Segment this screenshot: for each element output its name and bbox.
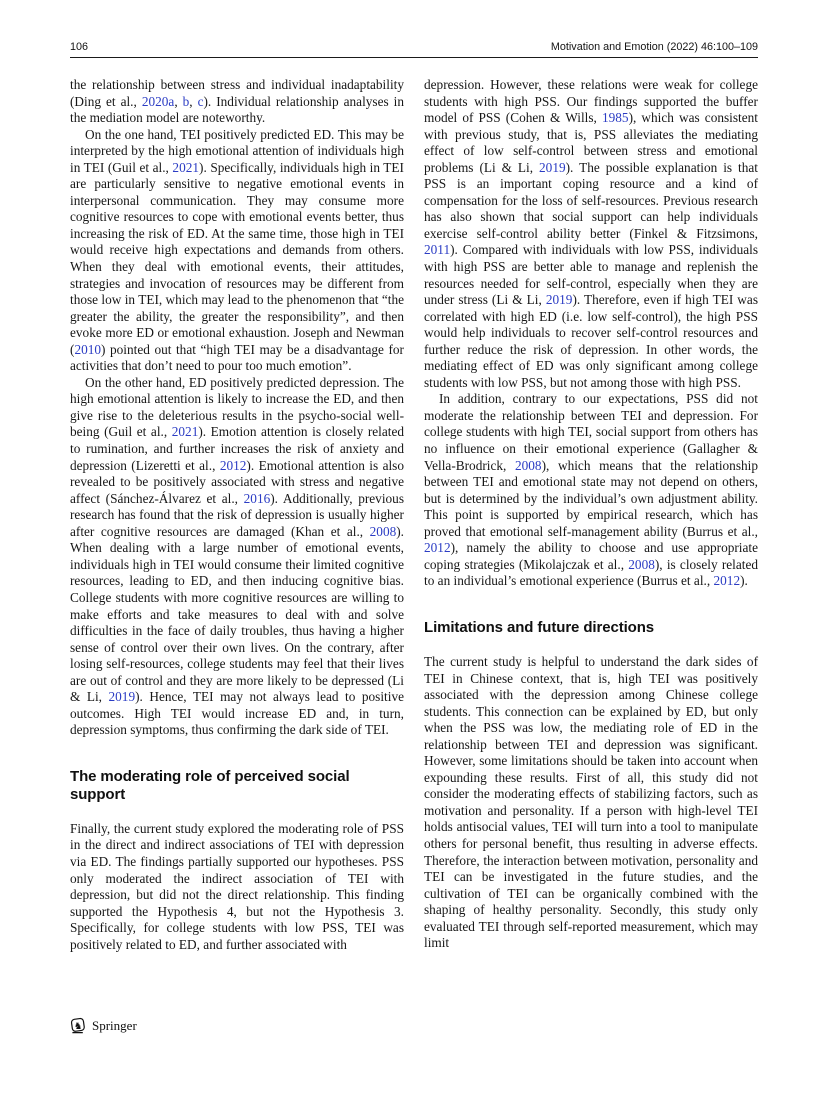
citation-link[interactable]: 2012 xyxy=(424,540,451,556)
left-column xyxy=(70,77,404,953)
paragraph: On the one hand, TEI positively predicted ED. This may be interpreted by the high emotional attention of individuals high in TEI (Guil et al., 2021). Specifically, individuals high in TEI are particularly sensitive to negative emotional events in interpersonal communication. They may consume more cognitive resources to cope with emotional events better, thus increasing the risk of ED. At the same time, those high in TEI would receive high expectations and demands from others. When they deal with emotional events, their attitudes, strategies and invocation of resources may be different from those low in TEI, which may lead to the phenomenon that “the greater the ability, the greater the responsibility”, and then evoke more ED or emotional exhaustion. Joseph and Newman (2010) pointed out that “high TEI may be a disadvantage for activities that don’t need to pour too much emotion”. xyxy=(70,126,404,374)
citation-link[interactable]: 2020a xyxy=(141,93,175,109)
page-footer xyxy=(70,1017,137,1034)
svg-text:♞: ♞ xyxy=(73,1020,83,1032)
paragraph: Finally, the current study explored the moderating role of PSS in the direct and indirect associations of TEI with depression via ED. The findings partially supported our hypotheses. PSS only moderated the indirect association of TEI with depression, but did not the direct relationship. This finding supported the Hypothesis 4, but not the Hypothesis 3. Specifically, for college students with low PSS, TEI was positively related to ED, and further associated with xyxy=(70,820,404,952)
citation-link[interactable]: 1985 xyxy=(601,110,629,126)
publisher-name: Springer xyxy=(92,1017,137,1033)
citation-link[interactable]: 2008 xyxy=(514,457,542,473)
journal-reference: Motivation and Emotion (2022) 46:100–109 xyxy=(550,41,758,53)
citation-link[interactable]: 2016 xyxy=(243,490,271,506)
right-column xyxy=(424,77,758,953)
citation-link[interactable]: b xyxy=(182,93,190,109)
section-heading: Limitations and future directions xyxy=(424,618,655,636)
page-content xyxy=(70,41,758,953)
article-body xyxy=(70,77,758,953)
section-heading: The moderating role of perceived social support xyxy=(70,767,350,803)
citation-link[interactable]: 2011 xyxy=(424,242,451,258)
paragraph: In addition, contrary to our expectations, PSS did not moderate the relationship between TEI and depression. For college students with high TEI, social support from others has no influence on their emotional experience (Gallagher & Vella-Brodrick, 2008), which means that the relationship between TEI and emotional state may not depend on others, but is determined by the individual’s own adjustment ability. This point is supported by empirical research, which has proved that emotional self-management ability (Burrus et al., 2012), namely the ability to choose and use appropriate coping strategies (Mikolajczak et al., 2008), is closely related to an individual’s emotional experience (Burrus et al., 2012). xyxy=(424,391,758,589)
citation-link[interactable]: 2012 xyxy=(713,573,741,589)
springer-knight-icon xyxy=(70,1017,86,1034)
citation-link[interactable]: 2008 xyxy=(369,523,397,539)
page-header xyxy=(70,41,758,58)
citation-link[interactable]: 2019 xyxy=(545,292,573,308)
paragraph: The current study is helpful to understand the dark sides of TEI in Chinese context, that is, high TEI was positively associated with the depression among Chinese college students. This connection can be explained by ED, but only when the PSS was low, the mediating role of ED in the relationship between TEI and depression was significant. However, some limitations should be taken into account when expounding these results. First of all, this study did not consider the moderating effects of stabilizing factors, such as motivation and personality. If a person with high-level TEI holds antisocial values, TEI will turn into a tool to manipulate others for personal benefit, thus resulting in adverse effects. Therefore, the interaction between motivation, personality and TEI can be investigated in the future studies, and the cultivation of TEI can be organically combined with the shaping of healthy personality. Secondly, this study only evaluated TEI through self-reported measurement, which may limit xyxy=(424,653,758,951)
page-number: 106 xyxy=(70,41,89,53)
citation-link[interactable]: 2010 xyxy=(74,341,102,357)
citation-link[interactable]: c xyxy=(197,93,204,109)
citation-link[interactable]: 2019 xyxy=(539,159,566,175)
paragraph: the relationship between stress and individual inadaptability (Ding et al., 2020a, b, c). Individual relationship analyses in the mediation model are noteworthy. xyxy=(70,77,404,126)
paragraph: On the other hand, ED positively predicted depression. The high emotional attention is likely to increase the ED, and then give rise to the deleterious results in the psycho-social well-being (Guil et al., 2021). Emotion attention is closely related to rumination, and further increases the risk of anxiety and depression (Lizeretti et al., 2012). Emotional attention is also revealed to be positively associated with stress and negative affect (Sánchez-Álvarez et al., 2016). Additionally, previous research has found that the risk of depression is usually higher after cognitive resources are damaged (Khan et al., 2008). When dealing with a large number of emotional events, individuals high in TEI would consume their limited cognitive resources, leading to ED, and then inducing cognitive bias. College students with more cognitive resources are willing to make efforts and take measures to deal with and solve difficulties in the face of daily troubles, thus having a higher sense of control over their own lives. On the contrary, after losing self-resources, college students may feel that their lives are out of control and they are more likely to be depressed (Li & Li, 2019). Hence, TEI may not always lead to positive outcomes. High TEI would increase ED and, in turn, depression symptoms, thus confirming the dark side of TEI. xyxy=(70,374,405,738)
citation-link[interactable]: 2008 xyxy=(628,556,655,572)
citation-link[interactable]: 2021 xyxy=(172,159,200,175)
citation-link[interactable]: 2019 xyxy=(108,689,136,705)
paragraph: depression. However, these relations were weak for college students with high PSS. Our findings supported the buffer model of PSS (Cohen & Wills, 1985), which was consistent with previous study, that is, PSS alleviates the mediating effect of low self-control between stress and emotional problems (Li & Li, 2019). The possible explanation is that PSS is an important coping resource and a kind of compensation for the loss of self-resources. Previous research has also shown that social support can help individuals exercise self-control ability better (Finkel & Fitzsimons, 2011). Compared with individuals with low PSS, individuals with high PSS are better able to manage and replenish the resources needed for self-control, especially when they are under stress (Li & Li, 2019). Therefore, even if high TEI was correlated with high ED (i.e. low self-control), the high PSS would help individuals to recover self-control resources and further reduce the risk of depression. In other words, the mediating effect of ED was only significant among college students with low PSS, but not among those with high PSS. xyxy=(424,77,758,390)
citation-link[interactable]: 2021 xyxy=(171,424,199,440)
citation-link[interactable]: 2012 xyxy=(219,457,247,473)
